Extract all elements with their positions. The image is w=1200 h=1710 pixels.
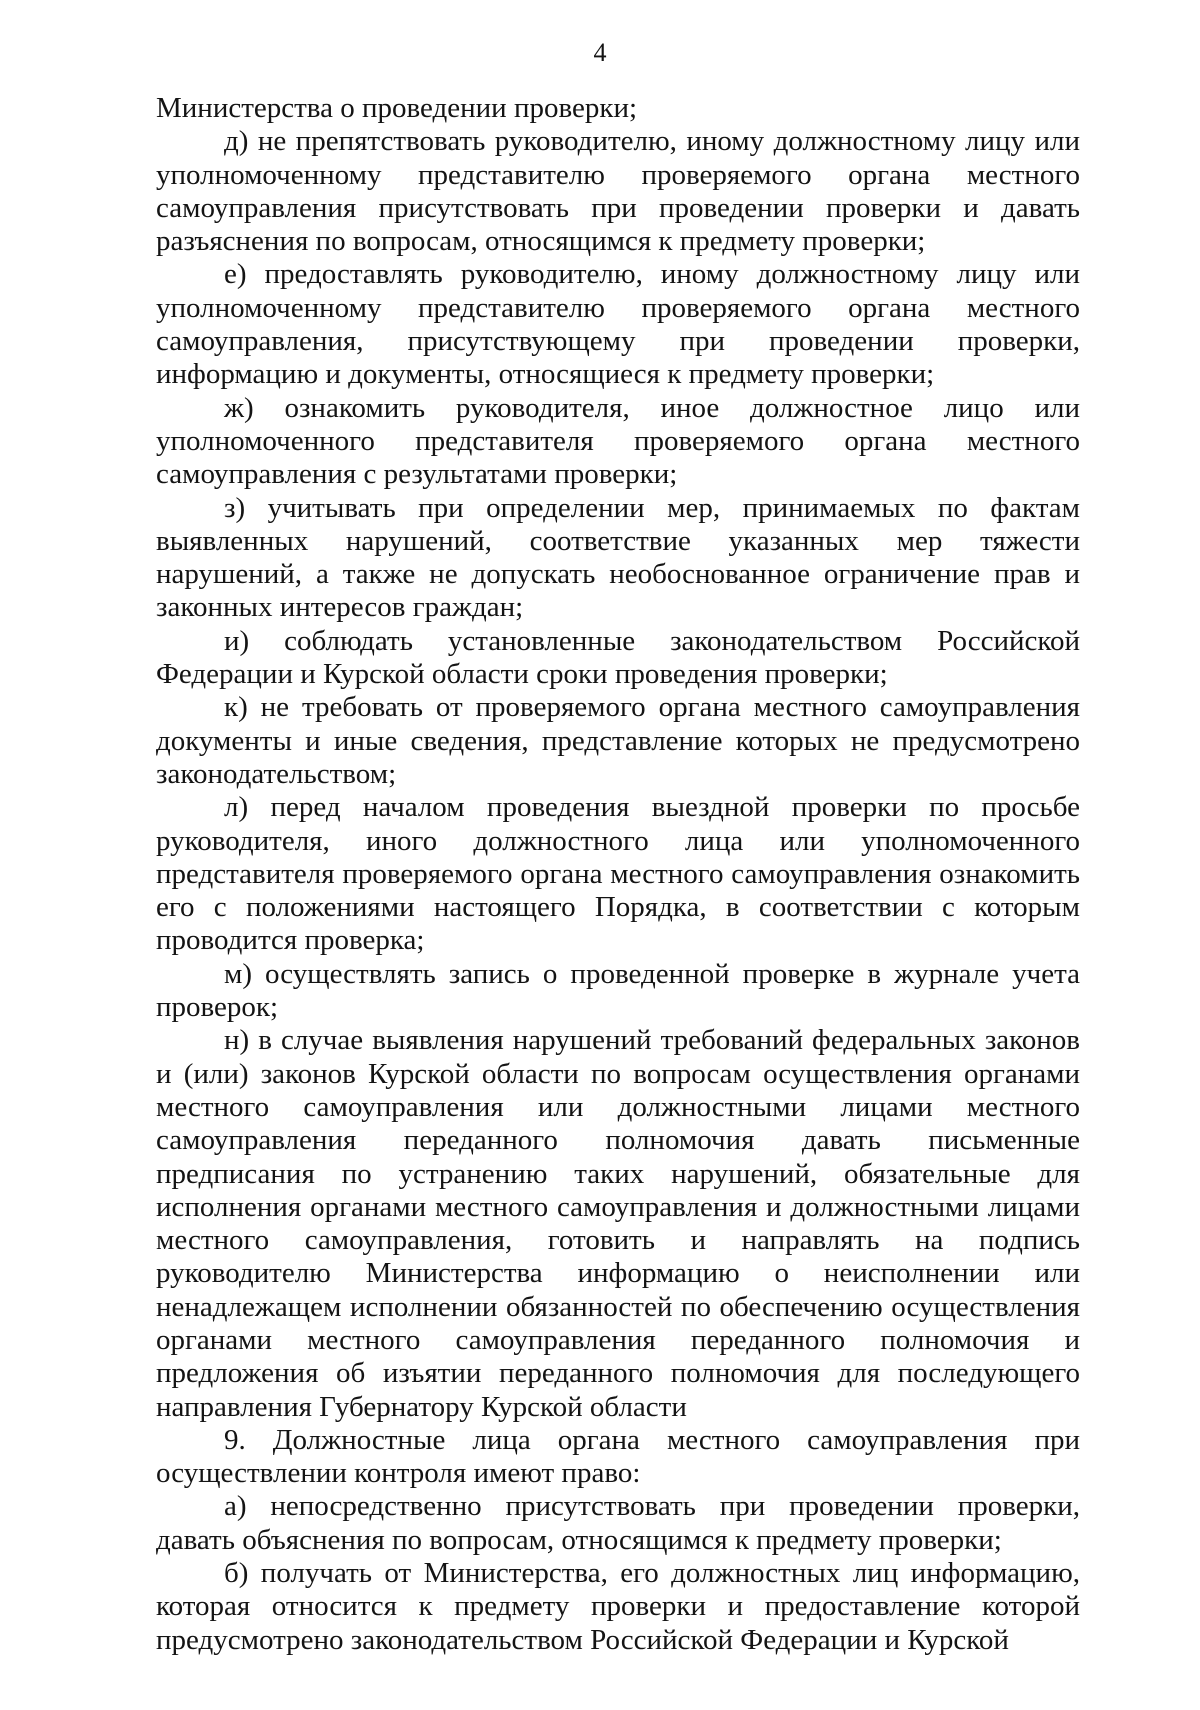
paragraph-section-9: 9. Должностные лица органа местного самоуправления при осуществлении контроля имеют право:: [156, 1423, 1080, 1490]
paragraph-item-b: б) получать от Министерства, его должностных лиц информацию, которая относится к предмету проверки и предоставление которой предусмотрено законодательством Российской Федерации и Курской: [156, 1557, 1080, 1656]
page-number: 4: [593, 38, 607, 67]
document-body: [156, 92, 1080, 1657]
paragraph-item-d: д) не препятствовать руководителю, иному должностному лицу или уполномоченному представителю проверяемого органа местного самоуправления присутствовать при проведении проверки и давать разъяснения по вопросам, относящимся к предмету проверки;: [156, 125, 1080, 258]
paragraph-item-l: л) перед началом проведения выездной проверки по просьбе руководителя, иного должностного лица или уполномоченного представителя проверяемого органа местного самоуправления ознакомить его с положениями настоящего Порядка, в соответствии с которым проводится проверка;: [156, 791, 1080, 957]
paragraph-item-a: а) непосредственно присутствовать при проведении проверки, давать объяснения по вопросам, относящимся к предмету проверки;: [156, 1490, 1080, 1556]
paragraph-item-z: з) учитывать при определении мер, принимаемых по фактам выявленных нарушений, соответствие указанных мер тяжести нарушений, а также не допускать необоснованное ограничение прав и законных интересов граждан;: [156, 491, 1080, 624]
paragraph-item-e: е) предоставлять руководителю, иному должностному лицу или уполномоченному представителю проверяемого органа местного самоуправления, присутствующему при проведении проверки, информацию и документы, относящиеся к предмету проверки;: [156, 258, 1080, 391]
paragraph-continuation: Министерства о проведении проверки;: [156, 92, 638, 124]
paragraph-item-n: н) в случае выявления нарушений требований федеральных законов и (или) законов Курской области по вопросам осуществления органами местного самоуправления или должностными лицами местного самоуправления переданного полномочия давать письменные предписания по устранению таких нарушений, обязательные для исполнения органами местного самоуправления и должностными лицами местного самоуправления, готовить и направлять на подпись руководителю Министерства информацию о неисполнении или ненадлежащем исполнении обязанностей по обеспечению осуществления органами местного самоуправления переданного полномочия и предложения об изъятии переданного полномочия для последующего направления Губернатору Курской области: [156, 1024, 1080, 1423]
paragraph-item-k: к) не требовать от проверяемого органа местного самоуправления документы и иные сведения, представление которых не предусмотрено законодательством;: [156, 691, 1080, 790]
paragraph-item-zh: ж) ознакомить руководителя, иное должностное лицо или уполномоченного представителя проверяемого органа местного самоуправления с результатами проверки;: [156, 391, 1080, 491]
paragraph-item-i: и) соблюдать установленные законодательством Российской Федерации и Курской области сроки проведения проверки;: [156, 624, 1080, 691]
paragraph-item-m: м) осуществлять запись о проведенной проверке в журнале учета проверок;: [156, 957, 1080, 1024]
